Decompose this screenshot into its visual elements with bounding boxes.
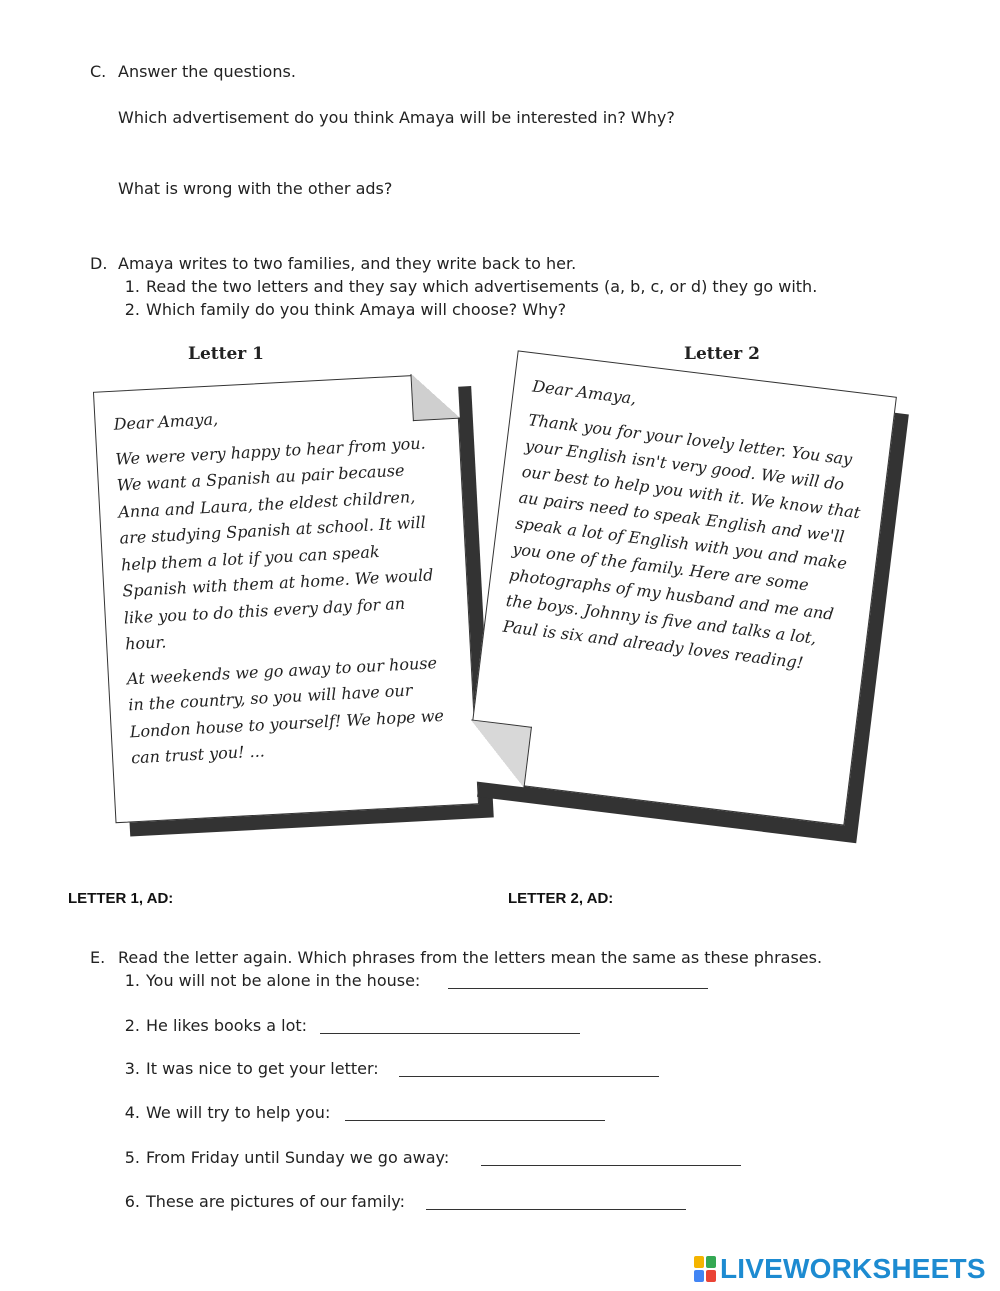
phrase-number: 1.	[124, 971, 140, 990]
phrase-text: We will try to help you:	[146, 1103, 331, 1122]
answer-blank[interactable]	[481, 1165, 741, 1166]
logo-square	[694, 1270, 704, 1282]
section-c-title: Answer the questions.	[118, 62, 296, 81]
letter-2-title: Letter 2	[684, 344, 760, 364]
letter-1-ad-label: LETTER 1, AD:	[68, 890, 174, 907]
question-1-text: Which advertisement do you think Amaya will be interested in? Why?	[118, 108, 675, 127]
section-d-title: Amaya writes to two families, and they write back to her.	[118, 254, 577, 273]
section-e-letter: E.	[90, 948, 106, 967]
page-curl	[464, 719, 532, 787]
letter-2-text	[500, 373, 875, 689]
section-d-item-number: 2.	[124, 300, 140, 319]
phrase-number: 3.	[124, 1059, 140, 1078]
section-d-item-number: 1.	[124, 277, 140, 296]
letter-1-paper	[93, 373, 479, 823]
phrase-number: 6.	[124, 1192, 140, 1211]
section-d-letter: D.	[90, 254, 108, 273]
section-d-item-text: Which family do you think Amaya will choose? Why?	[146, 300, 567, 319]
letter-2-ad-label: LETTER 2, AD:	[508, 890, 614, 907]
letter-1-paragraph: We were very happy to hear from you. We want a Spanish au pair because Anna and Laura, the eldest children, are studying Spanish at school. It will help them a lot if you can speak Spanish with them at home. We would like you to do this every day for an hour.	[114, 432, 434, 654]
letter-1-greeting: Dear Amaya,	[113, 409, 219, 434]
section-e-title: Read the letter again. Which phrases from the letters mean the same as these phrases.	[118, 948, 823, 967]
answer-blank[interactable]	[345, 1120, 605, 1121]
letter-1-title: Letter 1	[188, 344, 264, 364]
section-c-letter: C.	[90, 62, 107, 81]
liveworksheets-logo	[694, 1254, 986, 1284]
answer-blank[interactable]	[399, 1076, 659, 1077]
letter-1-paragraph: At weekends we go away to our house in the country, so you will have our London house to yourself! We hope we can trust you! ...	[126, 652, 445, 768]
phrase-number: 5.	[124, 1148, 140, 1167]
letter-2-paragraph: Thank you for your lovely letter. You say your English isn't very good. We will do our best to help you with it. We know that au pairs need to speak English and we'll speak a lot of English with you and make you one of the family. Here are some photographs of my husband and me and the boys. Johnny is five and talks a lot, Paul is six and already loves reading!	[501, 410, 862, 673]
phrase-number: 2.	[124, 1016, 140, 1035]
phrase-text: From Friday until Sunday we go away:	[146, 1148, 450, 1167]
phrase-text: It was nice to get your letter:	[146, 1059, 379, 1078]
phrase-text: You will not be alone in the house:	[146, 971, 421, 990]
phrase-text: These are pictures of our family:	[146, 1192, 405, 1211]
letter-1-text	[113, 395, 458, 780]
section-d-item-text: Read the two letters and they say which advertisements (a, b, c, or d) they go with.	[146, 277, 818, 296]
letter-2-paper	[465, 350, 897, 825]
answer-blank[interactable]	[426, 1209, 686, 1210]
answer-blank[interactable]	[448, 988, 708, 989]
logo-text: LIVEWORKSHEETS	[720, 1253, 986, 1284]
logo-square	[706, 1256, 716, 1268]
letter-2-greeting: Dear Amaya,	[531, 376, 638, 409]
answer-blank[interactable]	[320, 1033, 580, 1034]
logo-square	[694, 1256, 704, 1268]
logo-mark-icon	[694, 1256, 716, 1282]
logo-square	[706, 1270, 716, 1282]
phrase-number: 4.	[124, 1103, 140, 1122]
question-2-text: What is wrong with the other ads?	[118, 179, 393, 198]
phrase-text: He likes books a lot:	[146, 1016, 308, 1035]
